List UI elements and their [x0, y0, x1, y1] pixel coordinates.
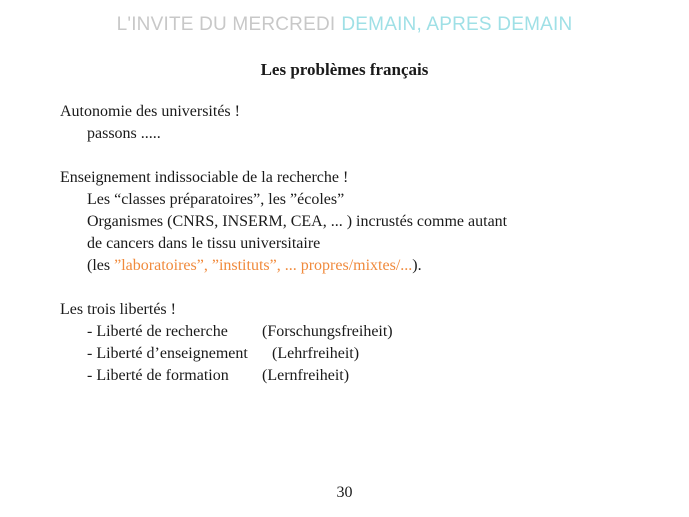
liberte-item [60, 343, 660, 365]
section-enseignement-heading: Enseignement indissociable de la recherche ! [60, 169, 349, 186]
liberte-label: - Liberté de formation [87, 367, 229, 384]
section-enseignement-line-3: de cancers dans le tissu universitaire [87, 235, 321, 252]
liberte-german: (Forschungsfreiheit) [262, 323, 393, 340]
highlighted-text: ”laboratoires”, ”instituts”, ... propres/mixtes/... [114, 257, 413, 274]
spacer [60, 145, 660, 167]
liberte-label: - Liberté d’enseignement [87, 345, 248, 362]
page-number: 30 [336, 484, 353, 501]
spacer [60, 277, 660, 299]
section-enseignement-line-4 [60, 255, 660, 277]
line-4-suffix: ). [412, 257, 422, 274]
section-libertes-heading: Les trois libertés ! [60, 301, 176, 318]
header-left-text: L'INVITE DU MERCREDI [116, 14, 336, 35]
liberte-label: - Liberté de recherche [87, 323, 228, 340]
slide-content [60, 101, 660, 387]
section-enseignement-line-2: Organismes (CNRS, INSERM, CEA, ... ) incrustés comme autant [87, 213, 508, 230]
section-enseignement-line-1: Les “classes préparatoires”, les ”écoles” [87, 191, 345, 208]
slide-title: Les problèmes français [260, 60, 429, 79]
section-autonomie-heading: Autonomie des universités ! [60, 103, 240, 120]
liberte-german: (Lehrfreiheit) [272, 345, 360, 362]
section-autonomie-text: passons ..... [87, 125, 161, 142]
line-4-prefix: (les [87, 257, 115, 274]
liberte-german: (Lernfreiheit) [262, 367, 350, 384]
header-right-text: DEMAIN, APRES DEMAIN [341, 14, 573, 35]
slide-header [0, 14, 689, 36]
liberte-item [60, 365, 660, 387]
liberte-item [60, 321, 660, 343]
